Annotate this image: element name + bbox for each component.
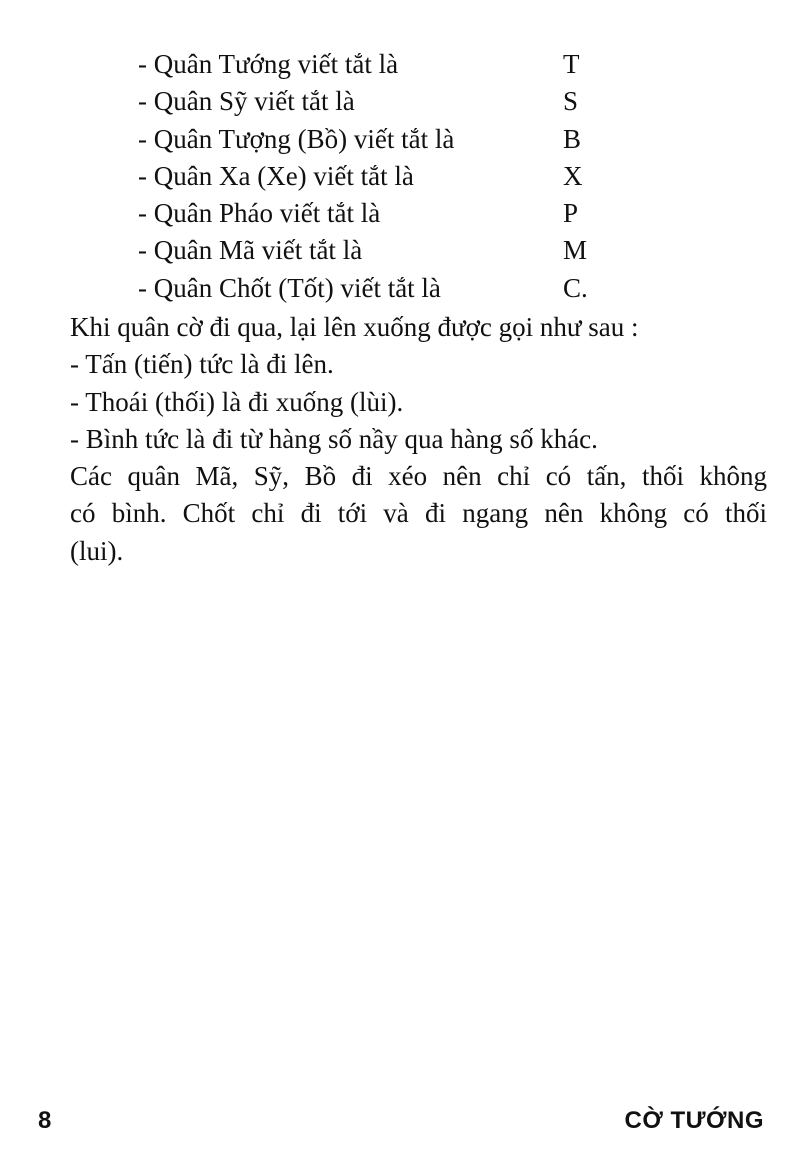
page-number: 8	[38, 1107, 52, 1134]
abbreviation-label: - Quân Tượng (Bồ) viết tắt là	[138, 123, 455, 154]
abbreviation-label: - Quân Pháo viết tắt là	[138, 198, 381, 229]
intro-line: Khi quân cờ đi qua, lại lên xuống được gọi như sau :	[70, 312, 639, 342]
abbreviation-label: - Quân Tướng viết tắt là	[138, 49, 399, 79]
abbreviation-row	[138, 270, 618, 307]
abbreviation-letter: X	[563, 160, 583, 191]
abbreviation-list	[138, 46, 618, 307]
abbreviation-label: - Quân Xa (Xe) viết tắt là	[138, 160, 414, 191]
abbreviation-row	[138, 232, 618, 269]
abbreviation-label: - Quân Chốt (Tốt) viết tắt là	[138, 272, 441, 303]
abbreviation-letter: T	[563, 49, 580, 79]
paragraph-line: có bình. Chốt chỉ đi tới và đi ngang nên không có thối	[70, 498, 767, 529]
paragraph-line: Các quân Mã, Sỹ, Bồ đi xéo nên chỉ có tấn, thối không	[70, 461, 767, 492]
paragraph-line: (lui).	[70, 535, 124, 566]
move-item: - Thoái (thối) là đi xuống (lùi).	[70, 386, 404, 417]
abbreviation-row	[138, 46, 618, 83]
running-footer-title: CỜ TƯỚNG	[624, 1107, 764, 1134]
abbreviation-letter: B	[563, 123, 582, 154]
move-item: - Tấn (tiến) tức là đi lên.	[70, 349, 334, 380]
abbreviation-letter: P	[563, 198, 579, 229]
abbreviation-row	[138, 158, 618, 195]
abbreviation-row	[138, 121, 618, 158]
abbreviation-row	[138, 195, 618, 232]
abbreviation-row	[138, 83, 618, 120]
abbreviation-letter: M	[563, 235, 588, 266]
move-item: - Bình tức là đi từ hàng số nầy qua hàng số khác.	[70, 423, 598, 454]
abbreviation-letter: C.	[563, 272, 588, 303]
abbreviation-label: - Quân Mã viết tắt là	[138, 235, 363, 266]
abbreviation-letter: S	[563, 86, 579, 117]
explanation-paragraph	[70, 458, 767, 570]
body-text	[70, 309, 767, 570]
abbreviation-label: - Quân Sỹ viết tắt là	[138, 86, 355, 117]
